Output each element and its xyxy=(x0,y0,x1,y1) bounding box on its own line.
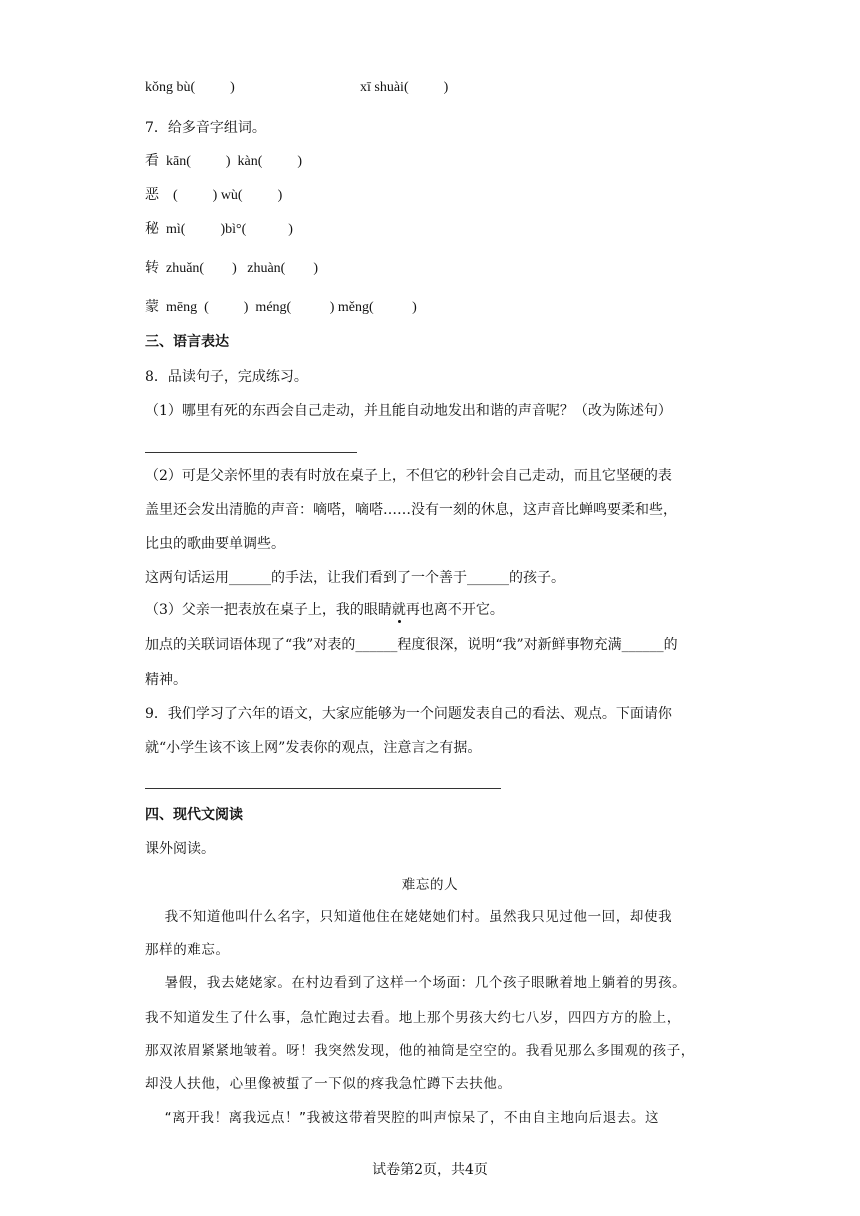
passage-line: “离开我！离我远点！”我被这带着哭腔的叫声惊呆了，不由自主地向后退去。这 xyxy=(145,1110,660,1126)
passage-line: 我不知道发生了什么事，急忙跑过去看。地上那个男孩大约七八岁，四四方方的脸上， xyxy=(145,1010,681,1026)
page-footer: 试卷第2页，共4页 xyxy=(372,1162,488,1178)
q9-line1: 9．我们学习了六年的语文，大家应能够为一个问题发表自己的看法、观点。下面请你 xyxy=(145,706,672,722)
q8-part3-post: 再也离不开它。 xyxy=(405,602,504,618)
section-3-heading: 三、语言表达 xyxy=(145,334,229,350)
q8-answer-line[interactable] xyxy=(145,452,357,453)
passage-line: 暑假，我去姥姥家。在村边看到了这样一个场面：几个孩子眼瞅着地上躺着的男孩。 xyxy=(145,975,687,991)
passage-line: 我不知道他叫什么名字，只知道他住在姥姥她们村。虽然我只见过他一回，却使我 xyxy=(145,909,673,925)
q7-title: 7．给多音字组词。 xyxy=(145,120,266,136)
q8-part2-line1: （2）可是父亲怀里的表有时放在桌子上，不但它的秒针会自己走动，而且它坚硬的表 xyxy=(145,468,672,484)
q8-part2-line3: 比虫的歌曲要单调些。 xyxy=(145,536,285,552)
passage-line: 却没人扶他，心里像被蜇了一下似的疼我急忙蹲下去扶他。 xyxy=(145,1076,512,1092)
q6-pinyin-xishuai: xī shuài( ) xyxy=(360,80,449,95)
q7-row-e: 恶 ( ) wù( ) xyxy=(145,188,283,203)
q8-part3-pre: （3）父亲一把表放在桌子上，我的眼睛 xyxy=(145,602,392,618)
q7-row-zhuan: 转 zhuǎn( ) zhuàn( ) xyxy=(145,261,319,276)
q7-row-mi: 秘 mì( )bì°( ) xyxy=(145,222,293,237)
section-4-heading: 四、现代文阅读 xyxy=(145,807,243,823)
q8-part2-line2: 盖里还会发出清脆的声音：嘀嗒，嘀嗒……没有一刻的休息，这声音比蝉鸣要柔和些， xyxy=(145,502,677,518)
q8-part3-question-line1: 加点的关联词语体现了“我”对表的______程度很深，说明“我”对新鲜事物充满______的 xyxy=(145,637,678,653)
emphasis-dot-char: 就 xyxy=(391,602,406,618)
reading-label: 课外阅读。 xyxy=(145,841,215,857)
q9-answer-line[interactable] xyxy=(145,788,501,789)
passage-line: 那样的难忘。 xyxy=(145,942,230,958)
q7-row-meng: 蒙 mēng ( ) méng( ) měng( ) xyxy=(145,300,417,315)
q6-pinyin-kongbu: kǒng bù( ) xyxy=(145,80,235,95)
q8-part2-question: 这两句话运用______的手法，让我们看到了一个善于______的孩子。 xyxy=(145,570,565,586)
q9-line2: 就“小学生该不该上网”发表你的观点，注意言之有据。 xyxy=(145,740,482,756)
q8-title: 8．品读句子，完成练习。 xyxy=(145,369,308,385)
passage-title: 难忘的人 xyxy=(401,877,459,893)
q7-row-kan: 看 kān( ) kàn( ) xyxy=(145,154,303,169)
q8-part3 xyxy=(145,600,504,620)
q8-part1: （1）哪里有死的东西会自己走动，并且能自动地发出和谐的声音呢？（改为陈述句） xyxy=(145,403,672,419)
q8-part3-question-line2: 精神。 xyxy=(145,672,187,688)
passage-line: 那双浓眉紧紧地皱着。呀！我突然发现，他的袖筒是空空的。我看见那么多围观的孩子， xyxy=(145,1043,695,1059)
